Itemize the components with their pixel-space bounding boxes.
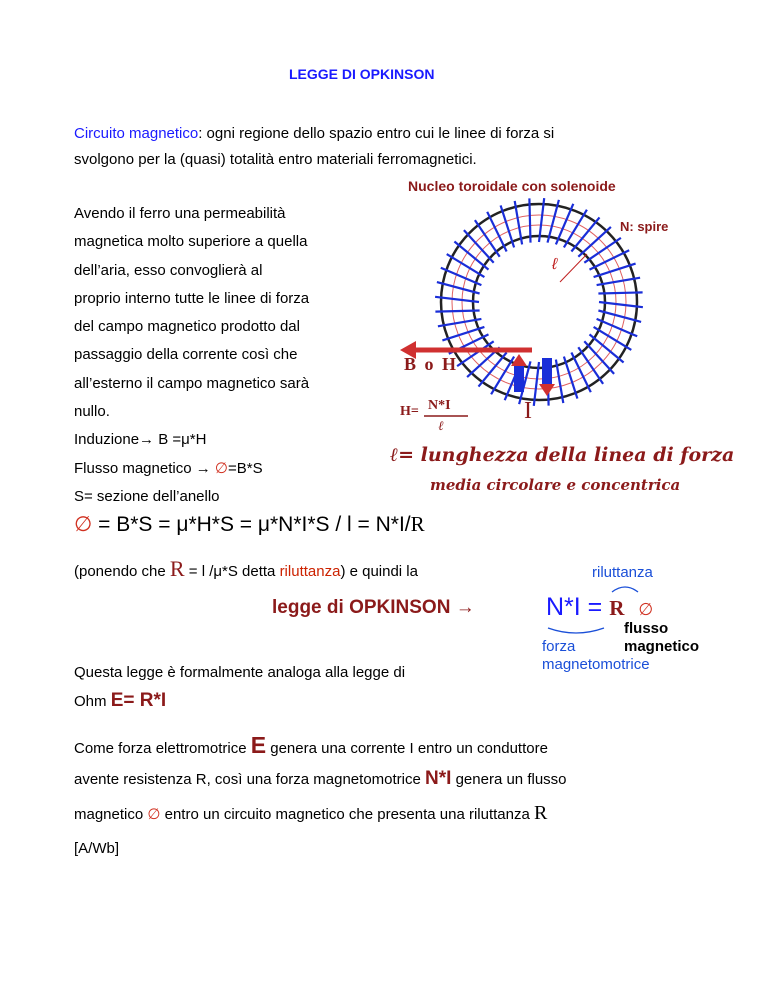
toroid-figure bbox=[382, 174, 735, 500]
emf-symbol: E bbox=[250, 732, 267, 758]
ohm-equation: E= R*I bbox=[110, 690, 167, 711]
riluttanza-line bbox=[74, 558, 418, 582]
avente-post: genera un flusso bbox=[451, 771, 567, 788]
induzione-line: Induzione→ B =μ*H bbox=[74, 431, 207, 448]
winding-turn bbox=[464, 230, 494, 263]
formula-main bbox=[546, 593, 653, 622]
formula-R: R bbox=[609, 596, 625, 620]
analogy-line: Questa legge è formalmente analoga alla legge di bbox=[74, 664, 406, 681]
label-magnetomotrice: magnetomotrice bbox=[542, 656, 650, 673]
ohm-pre: Ohm bbox=[74, 693, 111, 710]
left-line: dell’aria, esso convoglierà al bbox=[74, 261, 263, 279]
figure-caption: Nucleo toroidale con solenoide bbox=[408, 178, 616, 194]
main-equation bbox=[74, 512, 425, 537]
intro-line-1-rest: : ogni regione dello spazio entro cui le linee di forza si bbox=[198, 125, 555, 142]
label-flusso: flusso bbox=[624, 620, 669, 637]
law-label: legge di OPKINSON → bbox=[272, 597, 475, 618]
mmf-symbol: N*I bbox=[425, 768, 452, 789]
phi-symbol: ∅ bbox=[74, 513, 93, 536]
left-paragraph bbox=[74, 203, 309, 429]
come-post: genera una corrente I entro un conduttore bbox=[266, 740, 548, 757]
main-equation-text: = B*S = μ*H*S = μ*N*I*S / l = N*I/ bbox=[92, 513, 411, 536]
winding-turn bbox=[437, 282, 480, 293]
riluttanza-word: riluttanza bbox=[279, 563, 341, 580]
label-H-num: N*I bbox=[428, 398, 451, 413]
left-line: Avendo il ferro una permeabilità bbox=[74, 205, 286, 222]
reluctance-symbol: R bbox=[169, 556, 185, 581]
label-magnetico: magnetico bbox=[624, 638, 700, 655]
phi-symbol: ∅ bbox=[214, 460, 228, 477]
riluttanza-mid: = l /μ*S detta bbox=[184, 563, 280, 580]
left-line: nullo. bbox=[74, 403, 110, 421]
reluctance-symbol: R bbox=[410, 512, 425, 536]
intro-line-1 bbox=[74, 123, 554, 144]
label-ell: ℓ bbox=[552, 256, 558, 273]
flusso-rest: =B*S bbox=[227, 460, 263, 477]
winding-turn bbox=[584, 341, 614, 374]
left-line: passaggio della corrente così che bbox=[74, 346, 298, 364]
label-riluttanza: riluttanza bbox=[592, 564, 653, 581]
sezione-line: S= sezione dell’anello bbox=[74, 488, 220, 505]
riluttanza-pre: (ponendo che bbox=[74, 563, 170, 580]
winding-turn bbox=[529, 198, 530, 242]
left-line: proprio interno tutte le linee di forza bbox=[74, 289, 310, 307]
flusso-line bbox=[74, 458, 263, 479]
formula-lhs: N*I = bbox=[546, 593, 610, 621]
formula-phi: ∅ bbox=[638, 600, 654, 619]
label-forza-magnetomotrice bbox=[542, 638, 650, 674]
opkinson-formula-graphic bbox=[540, 562, 720, 697]
left-line: all’esterno il campo magnetico sarà bbox=[74, 374, 310, 392]
flusso-label: Flusso magnetico → bbox=[74, 460, 215, 477]
label-I: I bbox=[524, 398, 532, 424]
left-line: del campo magnetico prodotto dal bbox=[74, 318, 300, 336]
magnetico-line bbox=[74, 800, 547, 828]
winding-turn bbox=[578, 227, 611, 257]
magnetico-pre: magnetico bbox=[74, 806, 148, 823]
avente-pre: avente resistenza R, così una forza magnetomotrice bbox=[74, 771, 426, 788]
label-BoH: B o H bbox=[404, 354, 459, 374]
winding-turn bbox=[598, 311, 641, 322]
winding-turn bbox=[548, 200, 559, 243]
label-H-eq: H= bbox=[400, 404, 419, 419]
ohm-line bbox=[74, 690, 166, 712]
come-pre: Come forza elettromotrice bbox=[74, 740, 251, 757]
phi-symbol: ∅ bbox=[147, 806, 161, 823]
left-line: magnetica molto superiore a quella bbox=[74, 233, 308, 251]
riluttanza-post: ) e quindi la bbox=[340, 563, 418, 580]
magnetico-mid: entro un circuito magnetico che presenta una riluttanza bbox=[160, 806, 535, 823]
come-line bbox=[74, 732, 548, 762]
label-forza: forza bbox=[542, 638, 576, 655]
brace-forza bbox=[546, 626, 606, 636]
reluctance-symbol: R bbox=[534, 802, 548, 824]
ell-definition-line-2: media circolare e concentrica bbox=[430, 476, 681, 494]
winding-turn bbox=[598, 292, 642, 293]
label-spire: N: spire bbox=[620, 219, 669, 234]
term-circuito-magnetico: Circuito magnetico bbox=[74, 125, 199, 142]
winding-turn bbox=[435, 311, 479, 312]
label-H-den: ℓ bbox=[438, 418, 444, 433]
avente-line bbox=[74, 766, 567, 793]
units-line: [A/Wb] bbox=[74, 840, 120, 857]
page-title: LEGGE DI OPKINSON bbox=[289, 66, 435, 82]
ell-definition-line-1: ℓ= lunghezza della linea di forza bbox=[390, 444, 735, 466]
intro-line-2: svolgono per la (quasi) totalità entro materiali ferromagnetici. bbox=[74, 151, 477, 168]
